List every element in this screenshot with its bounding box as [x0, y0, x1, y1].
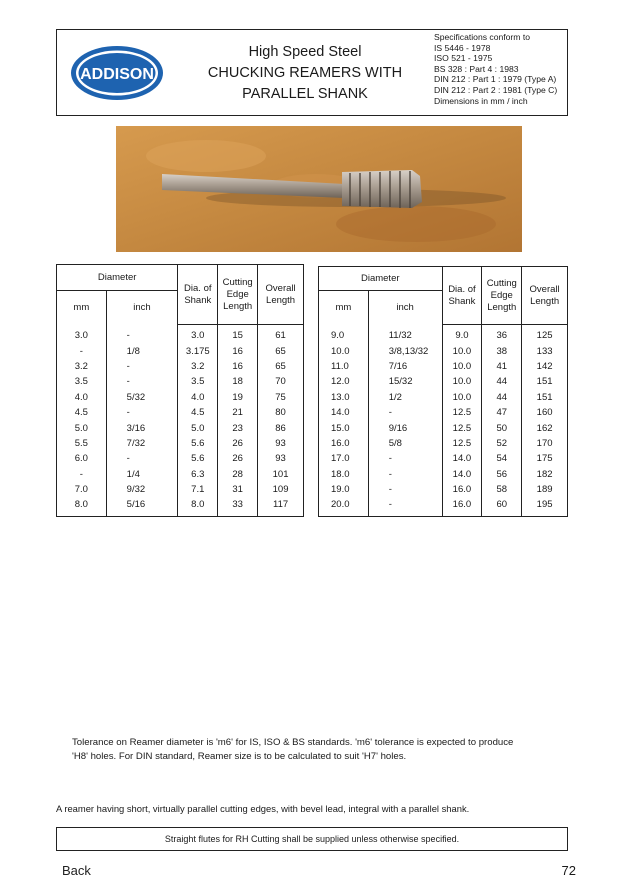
cutting-edge-length-cell: 60 [482, 498, 522, 516]
diameter-inch-cell: 9/32 [106, 482, 178, 497]
diameter-mm-cell: 6.0 [57, 452, 107, 467]
cutting-edge-length-cell: 31 [218, 482, 258, 497]
diameter-mm-cell: - [57, 467, 107, 482]
diameter-inch-cell: 1/8 [106, 344, 178, 359]
overall-length-cell: 175 [522, 452, 568, 467]
diameter-mm-cell: 15.0 [319, 421, 369, 436]
diameter-inch-cell: 11/32 [368, 325, 442, 344]
diameter-mm-cell: 11.0 [319, 359, 369, 374]
tolerance-line-2: 'H8' holes. For DIN standard, Reamer size is to be calculated to suit 'H7' holes. [72, 751, 407, 762]
shank-diameter-cell: 16.0 [442, 498, 482, 516]
overall-length-cell: 86 [258, 421, 304, 436]
logo-text: ADDISON [80, 66, 154, 83]
overall-length-cell: 151 [522, 390, 568, 405]
cutting-edge-length-cell: 44 [482, 375, 522, 390]
overall-length-cell: 70 [258, 375, 304, 390]
table-row [57, 405, 304, 420]
shank-diameter-cell: 3.5 [178, 375, 218, 390]
spec-line: DIN 212 : Part 2 : 1981 (Type C) [434, 84, 558, 95]
spec-line: DIN 212 : Part 1 : 1979 (Type A) [434, 74, 557, 85]
mm-header: mm [57, 291, 107, 325]
tolerance-note [72, 736, 572, 764]
overall-length-cell: 65 [258, 359, 304, 374]
shank-diameter-cell: 10.0 [442, 344, 482, 359]
overall-length-cell: 93 [258, 436, 304, 451]
cutting-edge-length-cell: 33 [218, 498, 258, 516]
overall-length-cell: 125 [522, 325, 568, 344]
shank-diameter-cell: 12.5 [442, 436, 482, 451]
diameter-mm-cell: 3.2 [57, 359, 107, 374]
diameter-mm-cell: 3.0 [57, 325, 107, 344]
table-row [57, 482, 304, 497]
diameter-inch-cell: - [368, 467, 442, 482]
cutting-edge-length-cell: 21 [218, 405, 258, 420]
inch-header: inch [368, 291, 442, 325]
cutting-edge-length-cell: 36 [482, 325, 522, 344]
cutting-edge-length-cell: 18 [218, 375, 258, 390]
overall-length-cell: 133 [522, 344, 568, 359]
diameter-inch-cell: 3/16 [106, 421, 178, 436]
shank-diameter-cell: 5.0 [178, 421, 218, 436]
table-row [57, 467, 304, 482]
reamer-photo [116, 126, 522, 252]
table-row [57, 436, 304, 451]
diameter-mm-cell: 12.0 [319, 375, 369, 390]
diameter-mm-cell: 4.0 [57, 390, 107, 405]
title-line-2: CHUCKING REAMERS WITH [207, 65, 403, 81]
table-row [319, 498, 568, 516]
diameter-mm-cell: 20.0 [319, 498, 369, 516]
reamer-table-left [56, 264, 304, 517]
title-line-3: PARALLEL SHANK [242, 86, 368, 102]
overall-length-cell: 182 [522, 467, 568, 482]
shank-diameter-cell: 4.5 [178, 405, 218, 420]
table-row [57, 498, 304, 516]
table-row [57, 375, 304, 390]
cutting-edge-length-header: Cutting Edge Length [482, 267, 522, 325]
diameter-inch-cell: - [106, 452, 178, 467]
diameter-inch-cell: - [106, 375, 178, 390]
overall-length-header: Overall Length [258, 265, 304, 325]
spec-line: Specifications conform to [434, 32, 531, 42]
shank-diameter-header: Dia. of Shank [178, 265, 218, 325]
overall-length-cell: 101 [258, 467, 304, 482]
diameter-mm-cell: 16.0 [319, 436, 369, 451]
cutting-edge-length-cell: 56 [482, 467, 522, 482]
diameter-mm-cell: 4.5 [57, 405, 107, 420]
specifications [434, 32, 557, 106]
overall-length-cell: 160 [522, 405, 568, 420]
reamer-table-right [318, 266, 568, 517]
diameter-inch-cell: - [106, 405, 178, 420]
overall-length-cell: 93 [258, 452, 304, 467]
spec-line: IS 5446 - 1978 [434, 42, 491, 53]
diameter-header: Diameter [57, 265, 178, 291]
reamer-definition: A reamer having short, virtually parallel cutting edges, with bevel lead, integral with a parallel shank. [56, 803, 470, 814]
flutes-note-box [56, 827, 568, 851]
diameter-inch-cell: - [106, 325, 178, 344]
overall-length-cell: 117 [258, 498, 304, 516]
table-row [319, 482, 568, 497]
diameter-inch-cell: 1/2 [368, 390, 442, 405]
table-row [319, 452, 568, 467]
table-row [319, 325, 568, 344]
spec-line: BS 328 : Part 4 : 1983 [434, 63, 519, 74]
shank-diameter-cell: 10.0 [442, 375, 482, 390]
table-row [319, 344, 568, 359]
inch-header: inch [106, 291, 178, 325]
addison-logo [69, 44, 165, 102]
cutting-edge-length-cell: 44 [482, 390, 522, 405]
shank-diameter-cell: 12.5 [442, 405, 482, 420]
diameter-mm-cell: 8.0 [57, 498, 107, 516]
diameter-inch-cell: - [106, 359, 178, 374]
table-row [57, 452, 304, 467]
cutting-edge-length-cell: 26 [218, 436, 258, 451]
table-row [319, 390, 568, 405]
overall-length-cell: 170 [522, 436, 568, 451]
back-link[interactable]: Back [62, 863, 91, 878]
diameter-mm-cell: 10.0 [319, 344, 369, 359]
cutting-edge-length-cell: 41 [482, 359, 522, 374]
cutting-edge-length-cell: 52 [482, 436, 522, 451]
diameter-header: Diameter [319, 267, 443, 291]
diameter-mm-cell: 14.0 [319, 405, 369, 420]
diameter-inch-cell: - [368, 482, 442, 497]
table-row [319, 375, 568, 390]
diameter-mm-cell: 17.0 [319, 452, 369, 467]
shank-diameter-cell: 10.0 [442, 390, 482, 405]
diameter-inch-cell: 5/32 [106, 390, 178, 405]
cutting-edge-length-cell: 15 [218, 325, 258, 344]
table-row [319, 421, 568, 436]
diameter-inch-cell: 7/16 [368, 359, 442, 374]
cutting-edge-length-cell: 54 [482, 452, 522, 467]
table-row [319, 405, 568, 420]
shank-diameter-cell: 10.0 [442, 359, 482, 374]
shank-diameter-cell: 5.6 [178, 436, 218, 451]
shank-diameter-cell: 6.3 [178, 467, 218, 482]
diameter-mm-cell: 5.5 [57, 436, 107, 451]
diameter-inch-cell: 1/4 [106, 467, 178, 482]
diameter-mm-cell: 18.0 [319, 467, 369, 482]
cutting-edge-length-cell: 16 [218, 359, 258, 374]
diameter-mm-cell: - [57, 344, 107, 359]
cutting-edge-length-cell: 38 [482, 344, 522, 359]
diameter-mm-cell: 7.0 [57, 482, 107, 497]
diameter-inch-cell: 5/16 [106, 498, 178, 516]
page-number: 72 [561, 863, 576, 878]
overall-length-cell: 162 [522, 421, 568, 436]
table-row [57, 390, 304, 405]
page-title [189, 42, 421, 105]
table-row [319, 467, 568, 482]
shank-diameter-cell: 3.175 [178, 344, 218, 359]
shank-diameter-cell: 16.0 [442, 482, 482, 497]
diameter-mm-cell: 19.0 [319, 482, 369, 497]
table-row [57, 359, 304, 374]
table-row [57, 325, 304, 344]
shank-diameter-cell: 8.0 [178, 498, 218, 516]
mm-header: mm [319, 291, 369, 325]
diameter-inch-cell: 3/8,13/32 [368, 344, 442, 359]
cutting-edge-length-cell: 58 [482, 482, 522, 497]
diameter-inch-cell: 9/16 [368, 421, 442, 436]
table-row [319, 436, 568, 451]
cutting-edge-length-cell: 23 [218, 421, 258, 436]
shank-diameter-cell: 14.0 [442, 452, 482, 467]
shank-diameter-cell: 5.6 [178, 452, 218, 467]
diameter-inch-cell: 15/32 [368, 375, 442, 390]
shank-diameter-header: Dia. of Shank [442, 267, 482, 325]
spec-line: Dimensions in mm / inch [434, 95, 528, 106]
cutting-edge-length-cell: 19 [218, 390, 258, 405]
shank-diameter-cell: 7.1 [178, 482, 218, 497]
diameter-inch-cell: - [368, 452, 442, 467]
header-box [56, 29, 568, 116]
spec-line: ISO 521 - 1975 [434, 53, 493, 64]
table-row [57, 344, 304, 359]
diameter-inch-cell: - [368, 405, 442, 420]
diameter-inch-cell: 7/32 [106, 436, 178, 451]
diameter-mm-cell: 3.5 [57, 375, 107, 390]
flutes-note: Straight flutes for RH Cutting shall be supplied unless otherwise specified. [164, 834, 460, 844]
table-row [57, 421, 304, 436]
table-row [319, 359, 568, 374]
diameter-inch-cell: - [368, 498, 442, 516]
diameter-mm-cell: 5.0 [57, 421, 107, 436]
diameter-inch-cell: 5/8 [368, 436, 442, 451]
cutting-edge-length-cell: 26 [218, 452, 258, 467]
cutting-edge-length-cell: 50 [482, 421, 522, 436]
diameter-mm-cell: 9.0 [319, 325, 369, 344]
shank-diameter-cell: 14.0 [442, 467, 482, 482]
shank-diameter-cell: 9.0 [442, 325, 482, 344]
overall-length-cell: 61 [258, 325, 304, 344]
overall-length-cell: 195 [522, 498, 568, 516]
cutting-edge-length-header: Cutting Edge Length [218, 265, 258, 325]
overall-length-cell: 151 [522, 375, 568, 390]
overall-length-cell: 75 [258, 390, 304, 405]
overall-length-header: Overall Length [522, 267, 568, 325]
cutting-edge-length-cell: 16 [218, 344, 258, 359]
title-line-1: High Speed Steel [248, 44, 362, 60]
overall-length-cell: 142 [522, 359, 568, 374]
shank-diameter-cell: 3.2 [178, 359, 218, 374]
shank-diameter-cell: 4.0 [178, 390, 218, 405]
reamer-flutes [342, 170, 422, 208]
shank-diameter-cell: 12.5 [442, 421, 482, 436]
cutting-edge-length-cell: 47 [482, 405, 522, 420]
overall-length-cell: 80 [258, 405, 304, 420]
overall-length-cell: 65 [258, 344, 304, 359]
cutting-edge-length-cell: 28 [218, 467, 258, 482]
tolerance-line-1: Tolerance on Reamer diameter is 'm6' for IS, ISO & BS standards. 'm6' tolerance is expected to produce [72, 737, 514, 748]
shank-diameter-cell: 3.0 [178, 325, 218, 344]
diameter-mm-cell: 13.0 [319, 390, 369, 405]
overall-length-cell: 109 [258, 482, 304, 497]
overall-length-cell: 189 [522, 482, 568, 497]
